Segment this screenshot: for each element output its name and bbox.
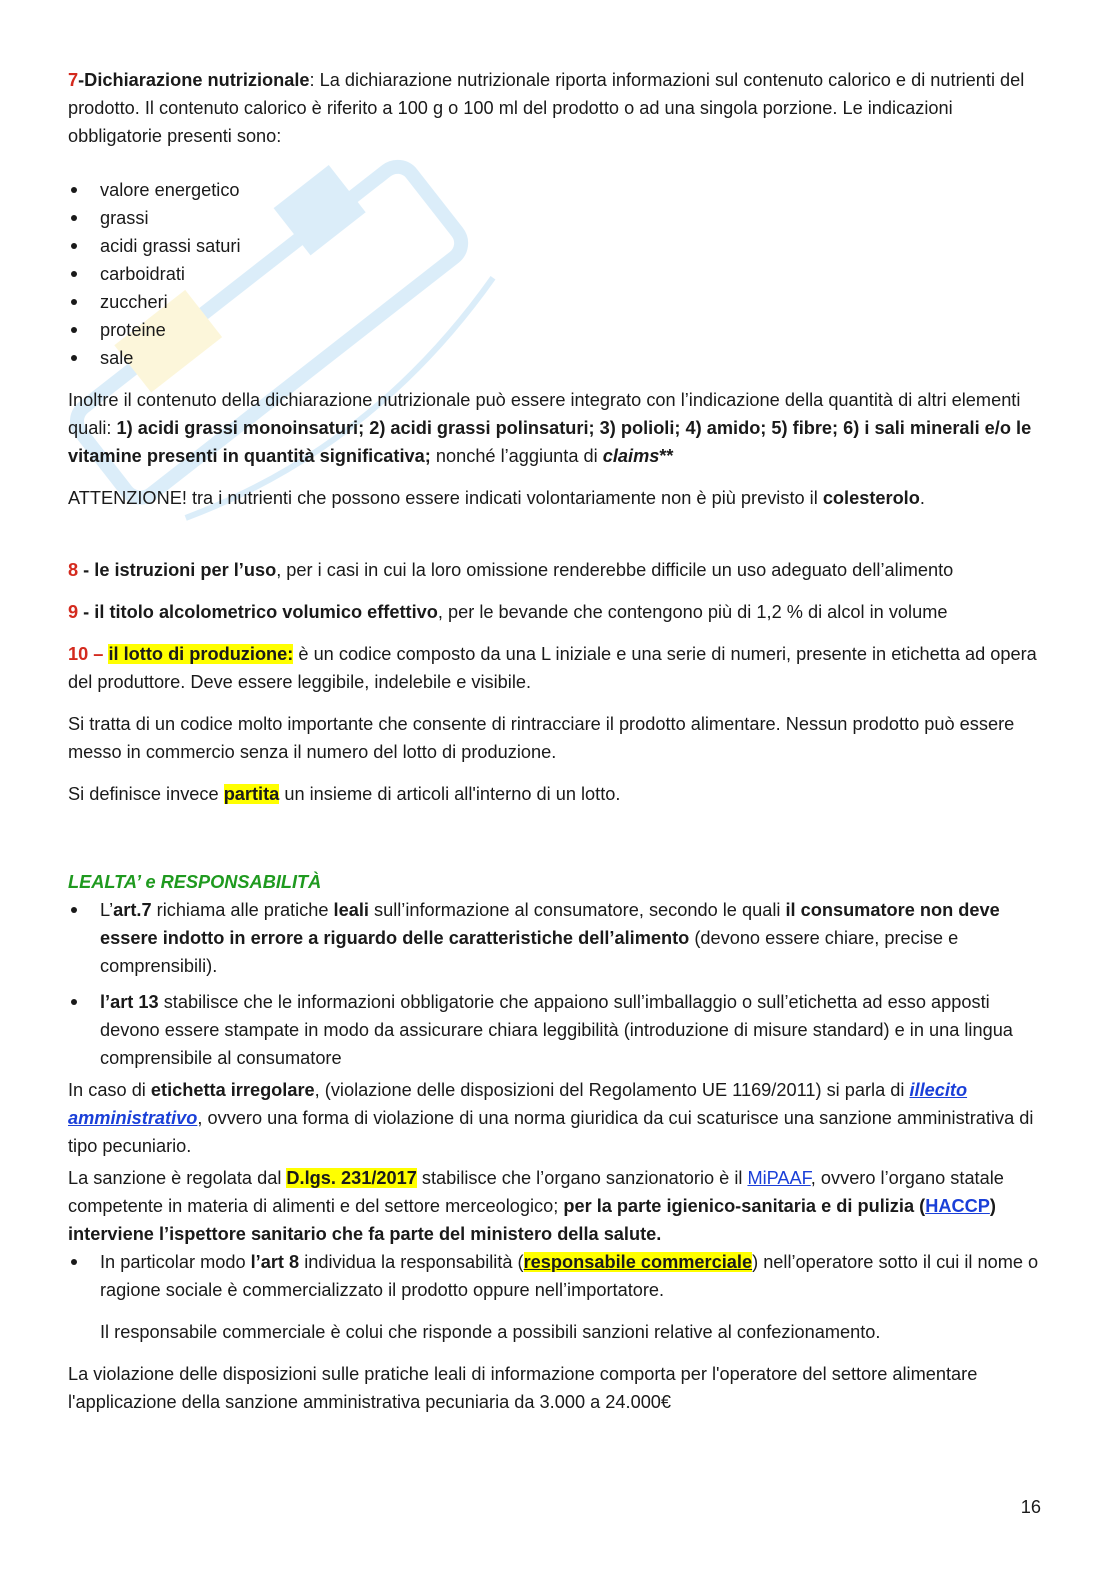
list-item: carboidrati <box>68 260 1043 288</box>
text: , ovvero l’organo statale competente in materia di alimenti e del settore merceologico; <box>68 1168 1004 1216</box>
text: ATTENZIONE! tra i nutrienti che possono essere indicati volontariamente non è più previsto il <box>68 488 823 508</box>
text: (devono essere chiare, precise e comprensibili). <box>100 928 959 976</box>
lealta-list <box>68 896 1043 1072</box>
haccp-link[interactable]: HACCP <box>925 1196 990 1216</box>
bold-text: art.7 <box>113 900 152 920</box>
text: , (violazione delle disposizioni del Regolamento UE 1169/2011) si parla di <box>314 1080 910 1100</box>
irregular-label-paragraph <box>68 1076 1043 1160</box>
sec10-paragraph <box>68 640 1043 696</box>
text: , ovvero una forma di violazione di una norma giuridica da cui scaturisce una sanzione amministrativa di tipo pecuniario. <box>68 1108 1034 1156</box>
text: , per le bevande che contengono più di 1,2 % di alcol in volume <box>437 602 948 622</box>
sec10-number: 10 <box>68 644 89 664</box>
sec7-number: 7 <box>68 70 79 90</box>
bold-text: etichetta irregolare <box>150 1080 315 1100</box>
text: stabilisce che l’organo sanzionatorio è il <box>416 1168 748 1188</box>
sec8-number: 8 <box>68 560 79 580</box>
mipaaf-link[interactable]: MiPAAF <box>747 1168 811 1188</box>
sec9-title: - il titolo alcolometrico volumico effettivo <box>78 602 438 622</box>
bold-text: 1) acidi grassi monoinsaturi; 2) acidi grassi polinsaturi; 3) polioli; 4) amido; 5) fibre; 6) i sali minerali e/o le vitamine presenti in quantità significativa; <box>68 418 1032 466</box>
responsabile-commerciale-highlight: responsabile commerciale <box>523 1252 753 1272</box>
partita-highlight: partita <box>223 784 280 804</box>
bold-text: ) interviene l’ispettore sanitario che fa parte del ministero della salute. <box>68 1196 996 1244</box>
list-item: sale <box>68 344 1043 372</box>
text: è un codice composto da una L iniziale e una serie di numeri, presente in etichetta ad opera del produttore. Deve essere leggibile, indelebile e visibile. <box>68 644 1037 692</box>
bold-text: l’art 13 <box>100 992 159 1012</box>
sec7-paragraph <box>68 66 1043 150</box>
text: . <box>919 488 925 508</box>
text: L’ <box>100 900 114 920</box>
bold-text: il consumatore non deve essere indotto in errore a riguardo delle caratteristiche dell’alimento <box>100 900 1000 948</box>
list-item: acidi grassi saturi <box>68 232 1043 260</box>
sec10-para2: Si tratta di un codice molto importante che consente di rintracciare il prodotto alimentare. Nessun prodotto può essere messo in commercio senza il numero del lotto di produzione. <box>68 714 1015 762</box>
text: stabilisce che le informazioni obbligatorie che appaiono sull’imballaggio o sull’etichetta ad esso apposti devono essere stampate in modo da assicurare chiara leggibilità (introduzione di misure standard) e in una lingua comprensibile al consumatore <box>100 992 1013 1068</box>
list-item: zuccheri <box>68 288 1043 316</box>
text: Si definisce invece <box>68 784 224 804</box>
bold-text: colesterolo <box>822 488 920 508</box>
text: ) nell’operatore sotto il cui il nome o ragione sociale è commercializzato il prodotto oppure nell’importatore. <box>100 1252 1039 1300</box>
illecito-amministrativo-link[interactable]: illecito amministrativo <box>68 1080 968 1128</box>
nutrient-list <box>68 176 1043 372</box>
list-item: valore energetico <box>68 176 1043 204</box>
text: nonché l’aggiunta di <box>430 446 603 466</box>
page-number: 16 <box>1020 1497 1041 1517</box>
sec10-para3 <box>68 780 1043 808</box>
list-item: proteine <box>68 316 1043 344</box>
list-item <box>68 988 1043 1072</box>
text: In particolar modo <box>100 1252 251 1272</box>
art8-list <box>68 1248 1043 1304</box>
text: un insieme di articoli all'interno di un lotto. <box>279 784 621 804</box>
dash: – <box>88 644 109 664</box>
list-item: grassi <box>68 204 1043 232</box>
text: Inoltre il contenuto della dichiarazione nutrizionale può essere integrato con l’indicazione della quantità di altri elementi quali: <box>68 390 1021 438</box>
asterisks: ** <box>659 446 674 466</box>
text: La sanzione è regolata dal <box>68 1168 287 1188</box>
bold-text: leali <box>333 900 369 920</box>
text: individua la responsabilità ( <box>299 1252 524 1272</box>
text: sull’informazione al consumatore, secondo le quali <box>368 900 786 920</box>
list-item <box>68 1248 1043 1304</box>
dlgs-highlight: D.lgs. 231/2017 <box>286 1168 417 1188</box>
bold-text: l’art 8 <box>250 1252 300 1272</box>
attention-note <box>68 484 1043 512</box>
sec7-more <box>68 386 1043 470</box>
responsabile-paragraph: Il responsabile commerciale è colui che risponde a possibili sanzioni relative al confezionamento. <box>100 1322 881 1342</box>
sec7-intro: : La dichiarazione nutrizionale riporta informazioni sul contenuto calorico e di nutrienti del prodotto. Il contenuto calorico è riferito a 100 g o 100 ml del prodotto o ad una singola porzione. Le indicazioni obbligatorie presenti sono: <box>68 70 1025 146</box>
page-content <box>68 66 1043 1416</box>
sec8-paragraph <box>68 556 1043 584</box>
sec9-paragraph <box>68 598 1043 626</box>
sec10-title: il lotto di produzione: <box>108 644 294 664</box>
sanction-paragraph <box>68 1164 1043 1248</box>
sec9-number: 9 <box>68 602 79 622</box>
sec8-title: - le istruzioni per l’uso <box>78 560 277 580</box>
sec7-title: -Dichiarazione nutrizionale <box>78 70 310 90</box>
list-item <box>68 896 1043 980</box>
text: richiama alle pratiche <box>151 900 334 920</box>
text: In caso di <box>68 1080 151 1100</box>
claims-text: claims <box>602 446 660 466</box>
section-heading: LEALTA’ e RESPONSABILITÀ <box>68 872 322 892</box>
text: , per i casi in cui la loro omissione renderebbe difficile un uso adeguato dell’alimento <box>276 560 954 580</box>
final-paragraph: La violazione delle disposizioni sulle pratiche leali di informazione comporta per l'operatore del settore alimentare l'applicazione della sanzione amministrativa pecuniaria da 3.000 a 24.000€ <box>68 1364 978 1412</box>
bold-text: per la parte igienico-sanitaria e di pulizia ( <box>563 1196 926 1216</box>
